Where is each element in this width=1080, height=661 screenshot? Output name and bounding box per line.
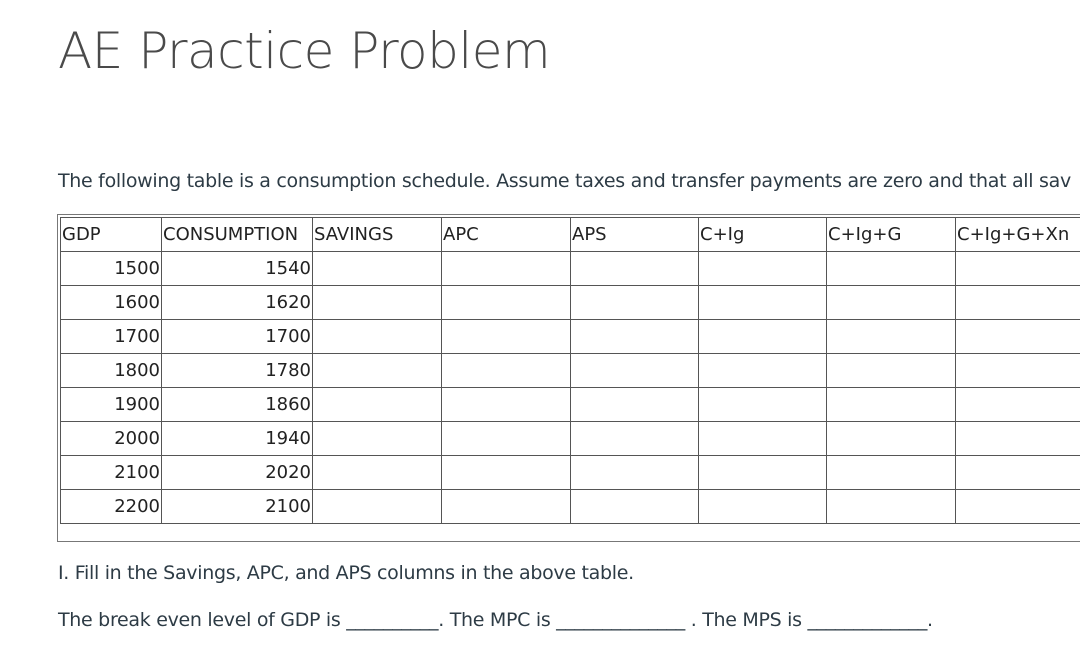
blank-cell[interactable] xyxy=(571,456,699,490)
column-header: APS xyxy=(571,218,699,252)
blank-cell[interactable] xyxy=(313,286,442,320)
column-header: GDP xyxy=(61,218,162,252)
blank-cell[interactable] xyxy=(442,286,571,320)
consumption-schedule-table-frame xyxy=(57,214,1080,542)
blank-cell[interactable] xyxy=(827,320,956,354)
gdp-cell: 2100 xyxy=(61,456,162,490)
consumption-cell: 1620 xyxy=(162,286,313,320)
instruction-text: I. Fill in the Savings, APC, and APS columns in the above table. xyxy=(58,562,634,584)
page-title: AE Practice Problem xyxy=(58,22,551,80)
blank-cell[interactable] xyxy=(571,252,699,286)
blank-cell[interactable] xyxy=(827,422,956,456)
consumption-cell: 1700 xyxy=(162,320,313,354)
table-row xyxy=(61,456,1080,490)
table-header-row xyxy=(61,218,1080,252)
blank-cell[interactable] xyxy=(956,456,1080,490)
gdp-cell: 1600 xyxy=(61,286,162,320)
blank-cell[interactable] xyxy=(571,354,699,388)
table-row xyxy=(61,320,1080,354)
blank-cell[interactable] xyxy=(699,422,827,456)
blank-cell[interactable] xyxy=(442,490,571,524)
column-header: C+Ig xyxy=(699,218,827,252)
gdp-cell: 1800 xyxy=(61,354,162,388)
column-header: C+Ig+G+Xn xyxy=(956,218,1080,252)
blank-cell[interactable] xyxy=(571,320,699,354)
blank-cell[interactable] xyxy=(827,286,956,320)
table-row xyxy=(61,286,1080,320)
column-header: CONSUMPTION xyxy=(162,218,313,252)
consumption-cell: 1780 xyxy=(162,354,313,388)
blank-cell[interactable] xyxy=(313,388,442,422)
blank-cell[interactable] xyxy=(571,490,699,524)
blank-cell[interactable] xyxy=(313,320,442,354)
table-row xyxy=(61,490,1080,524)
blank-cell[interactable] xyxy=(442,456,571,490)
consumption-cell: 1860 xyxy=(162,388,313,422)
blank-cell[interactable] xyxy=(313,354,442,388)
blank-cell[interactable] xyxy=(442,354,571,388)
blank-cell[interactable] xyxy=(442,388,571,422)
blank-cell[interactable] xyxy=(827,388,956,422)
gdp-cell: 2200 xyxy=(61,490,162,524)
blank-cell[interactable] xyxy=(442,252,571,286)
blank-cell[interactable] xyxy=(699,456,827,490)
column-header: APC xyxy=(442,218,571,252)
blank-cell[interactable] xyxy=(699,252,827,286)
table-row xyxy=(61,252,1080,286)
blank-cell[interactable] xyxy=(313,252,442,286)
table-row xyxy=(61,354,1080,388)
blank-cell[interactable] xyxy=(956,354,1080,388)
blank-cell[interactable] xyxy=(571,422,699,456)
blank-cell[interactable] xyxy=(699,490,827,524)
blank-cell[interactable] xyxy=(827,490,956,524)
blank-cell[interactable] xyxy=(699,286,827,320)
blank-cell[interactable] xyxy=(571,286,699,320)
gdp-cell: 1700 xyxy=(61,320,162,354)
intro-text: The following table is a consumption schedule. Assume taxes and transfer payments are zero and that all sav xyxy=(58,170,1071,192)
blank-cell[interactable] xyxy=(956,490,1080,524)
column-header: C+Ig+G xyxy=(827,218,956,252)
blank-cell[interactable] xyxy=(699,388,827,422)
consumption-cell: 1940 xyxy=(162,422,313,456)
column-header: SAVINGS xyxy=(313,218,442,252)
consumption-schedule-table xyxy=(60,217,1080,524)
blank-cell[interactable] xyxy=(699,320,827,354)
consumption-cell: 2100 xyxy=(162,490,313,524)
gdp-cell: 1500 xyxy=(61,252,162,286)
blank-cell[interactable] xyxy=(827,456,956,490)
blank-cell[interactable] xyxy=(956,388,1080,422)
gdp-cell: 2000 xyxy=(61,422,162,456)
blank-cell[interactable] xyxy=(956,320,1080,354)
blank-cell[interactable] xyxy=(442,320,571,354)
blank-cell[interactable] xyxy=(571,388,699,422)
consumption-cell: 2020 xyxy=(162,456,313,490)
blank-cell[interactable] xyxy=(313,456,442,490)
blank-cell[interactable] xyxy=(313,422,442,456)
blank-cell[interactable] xyxy=(442,422,571,456)
blank-cell[interactable] xyxy=(827,354,956,388)
table-row xyxy=(61,388,1080,422)
blank-cell[interactable] xyxy=(313,490,442,524)
table-row xyxy=(61,422,1080,456)
blank-cell[interactable] xyxy=(699,354,827,388)
blank-cell[interactable] xyxy=(956,252,1080,286)
answer-line: The break even level of GDP is __________. The MPC is ______________ . The MPS is _____________. xyxy=(58,609,933,631)
gdp-cell: 1900 xyxy=(61,388,162,422)
consumption-cell: 1540 xyxy=(162,252,313,286)
blank-cell[interactable] xyxy=(956,422,1080,456)
blank-cell[interactable] xyxy=(827,252,956,286)
blank-cell[interactable] xyxy=(956,286,1080,320)
